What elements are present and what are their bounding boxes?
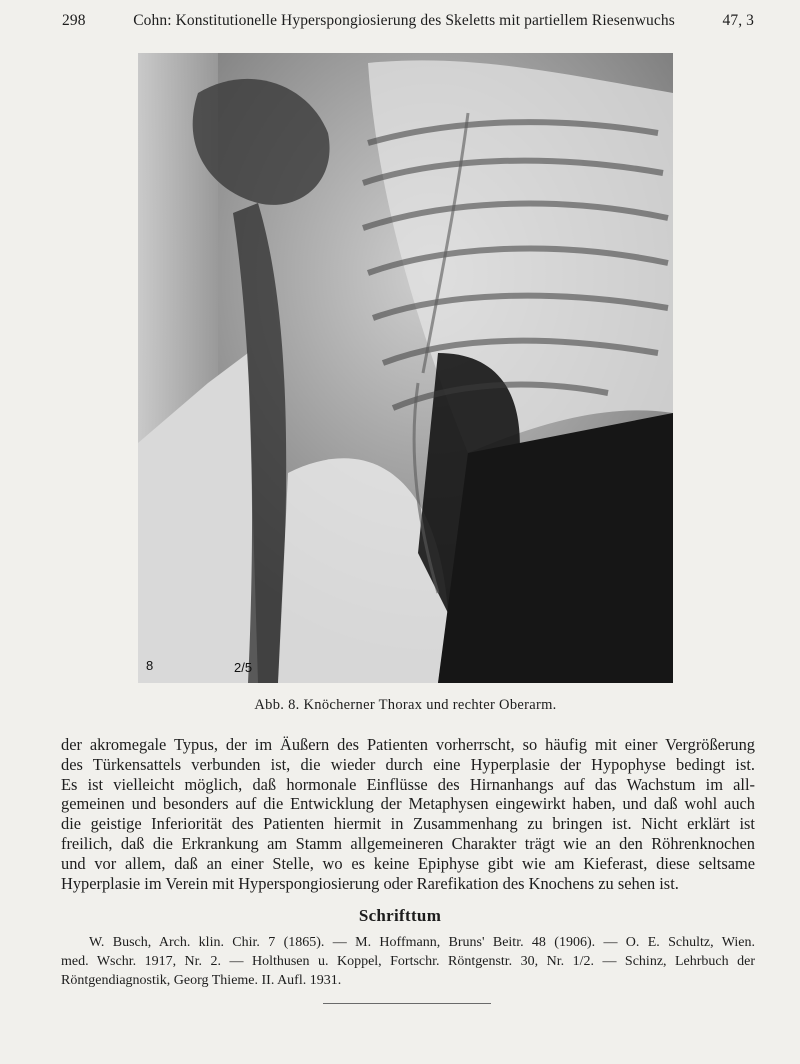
body-line: freilich, daß die Erkrankung am Stamm allgemeineren Charakter trägt wie an den Röhrenknochen [61, 833, 755, 853]
reference-line: Röntgendiagnostik, Georg Thieme. II. Aufl. 1931. [61, 973, 342, 988]
reference-line: med. Wschr. 1917, Nr. 2. — Holthusen u. Koppel, Fortschr. Röntgenstr. 30, Nr. 1/2. — Schinz, Lehrbuch der [61, 954, 755, 969]
body-line: und vor allem, daß an einer Stelle, wo es keine Epiphyse gibt wie am Kieferast, diese seltsame [61, 853, 755, 873]
body-line: Hyperplasie im Verein mit Hyperspongiosierung oder Rarefikation des Knochens zu sehen ist. [61, 873, 679, 893]
body-line: die geistige Inferiorität des Patienten hiermit in Zusammenhang zu bringen ist. Nicht erklärt ist [61, 814, 755, 834]
body-paragraph [61, 735, 755, 893]
reference-line: W. Busch, Arch. klin. Chir. 7 (1865). — M. Hoffmann, Bruns' Beitr. 48 (1906). — O. E. Schultz, Wien. [89, 935, 755, 950]
body-line: der akromegale Typus, der im Äußern des Patienten vorherrscht, so häufig mit einer Vergrößerung [61, 735, 755, 754]
closing-rule [323, 1003, 491, 1004]
scale-mark: 2/5 [234, 660, 253, 675]
volume-number: 47, 3 [722, 12, 754, 29]
references-heading: Schrifttum [358, 906, 442, 925]
xray-image [138, 53, 673, 683]
body-line: des Türkensattels verbunden ist, die wieder durch eine Hyperplasie der Hypophyse bedingt ist. [61, 754, 755, 774]
running-header [62, 12, 754, 30]
body-line: gemeinen und besonders auf die Entwicklung der Metaphysen eingewirkt haben, und daß wohl auch [61, 794, 755, 814]
body-line: Es ist vielleicht möglich, daß hormonale Einflüsse des Hirnanhangs auf das Wachstum im all- [61, 774, 755, 794]
references-list [61, 933, 755, 990]
page-number: 298 [62, 12, 86, 29]
plate-number: 8 [146, 658, 154, 673]
xray-figure [138, 53, 673, 683]
running-title: Cohn: Konstitutionelle Hyperspongiosierung des Skeletts mit partiellem Riesenwuchs [133, 12, 675, 29]
figure-caption: Abb. 8. Knöcherner Thorax und rechter Oberarm. [254, 697, 557, 713]
